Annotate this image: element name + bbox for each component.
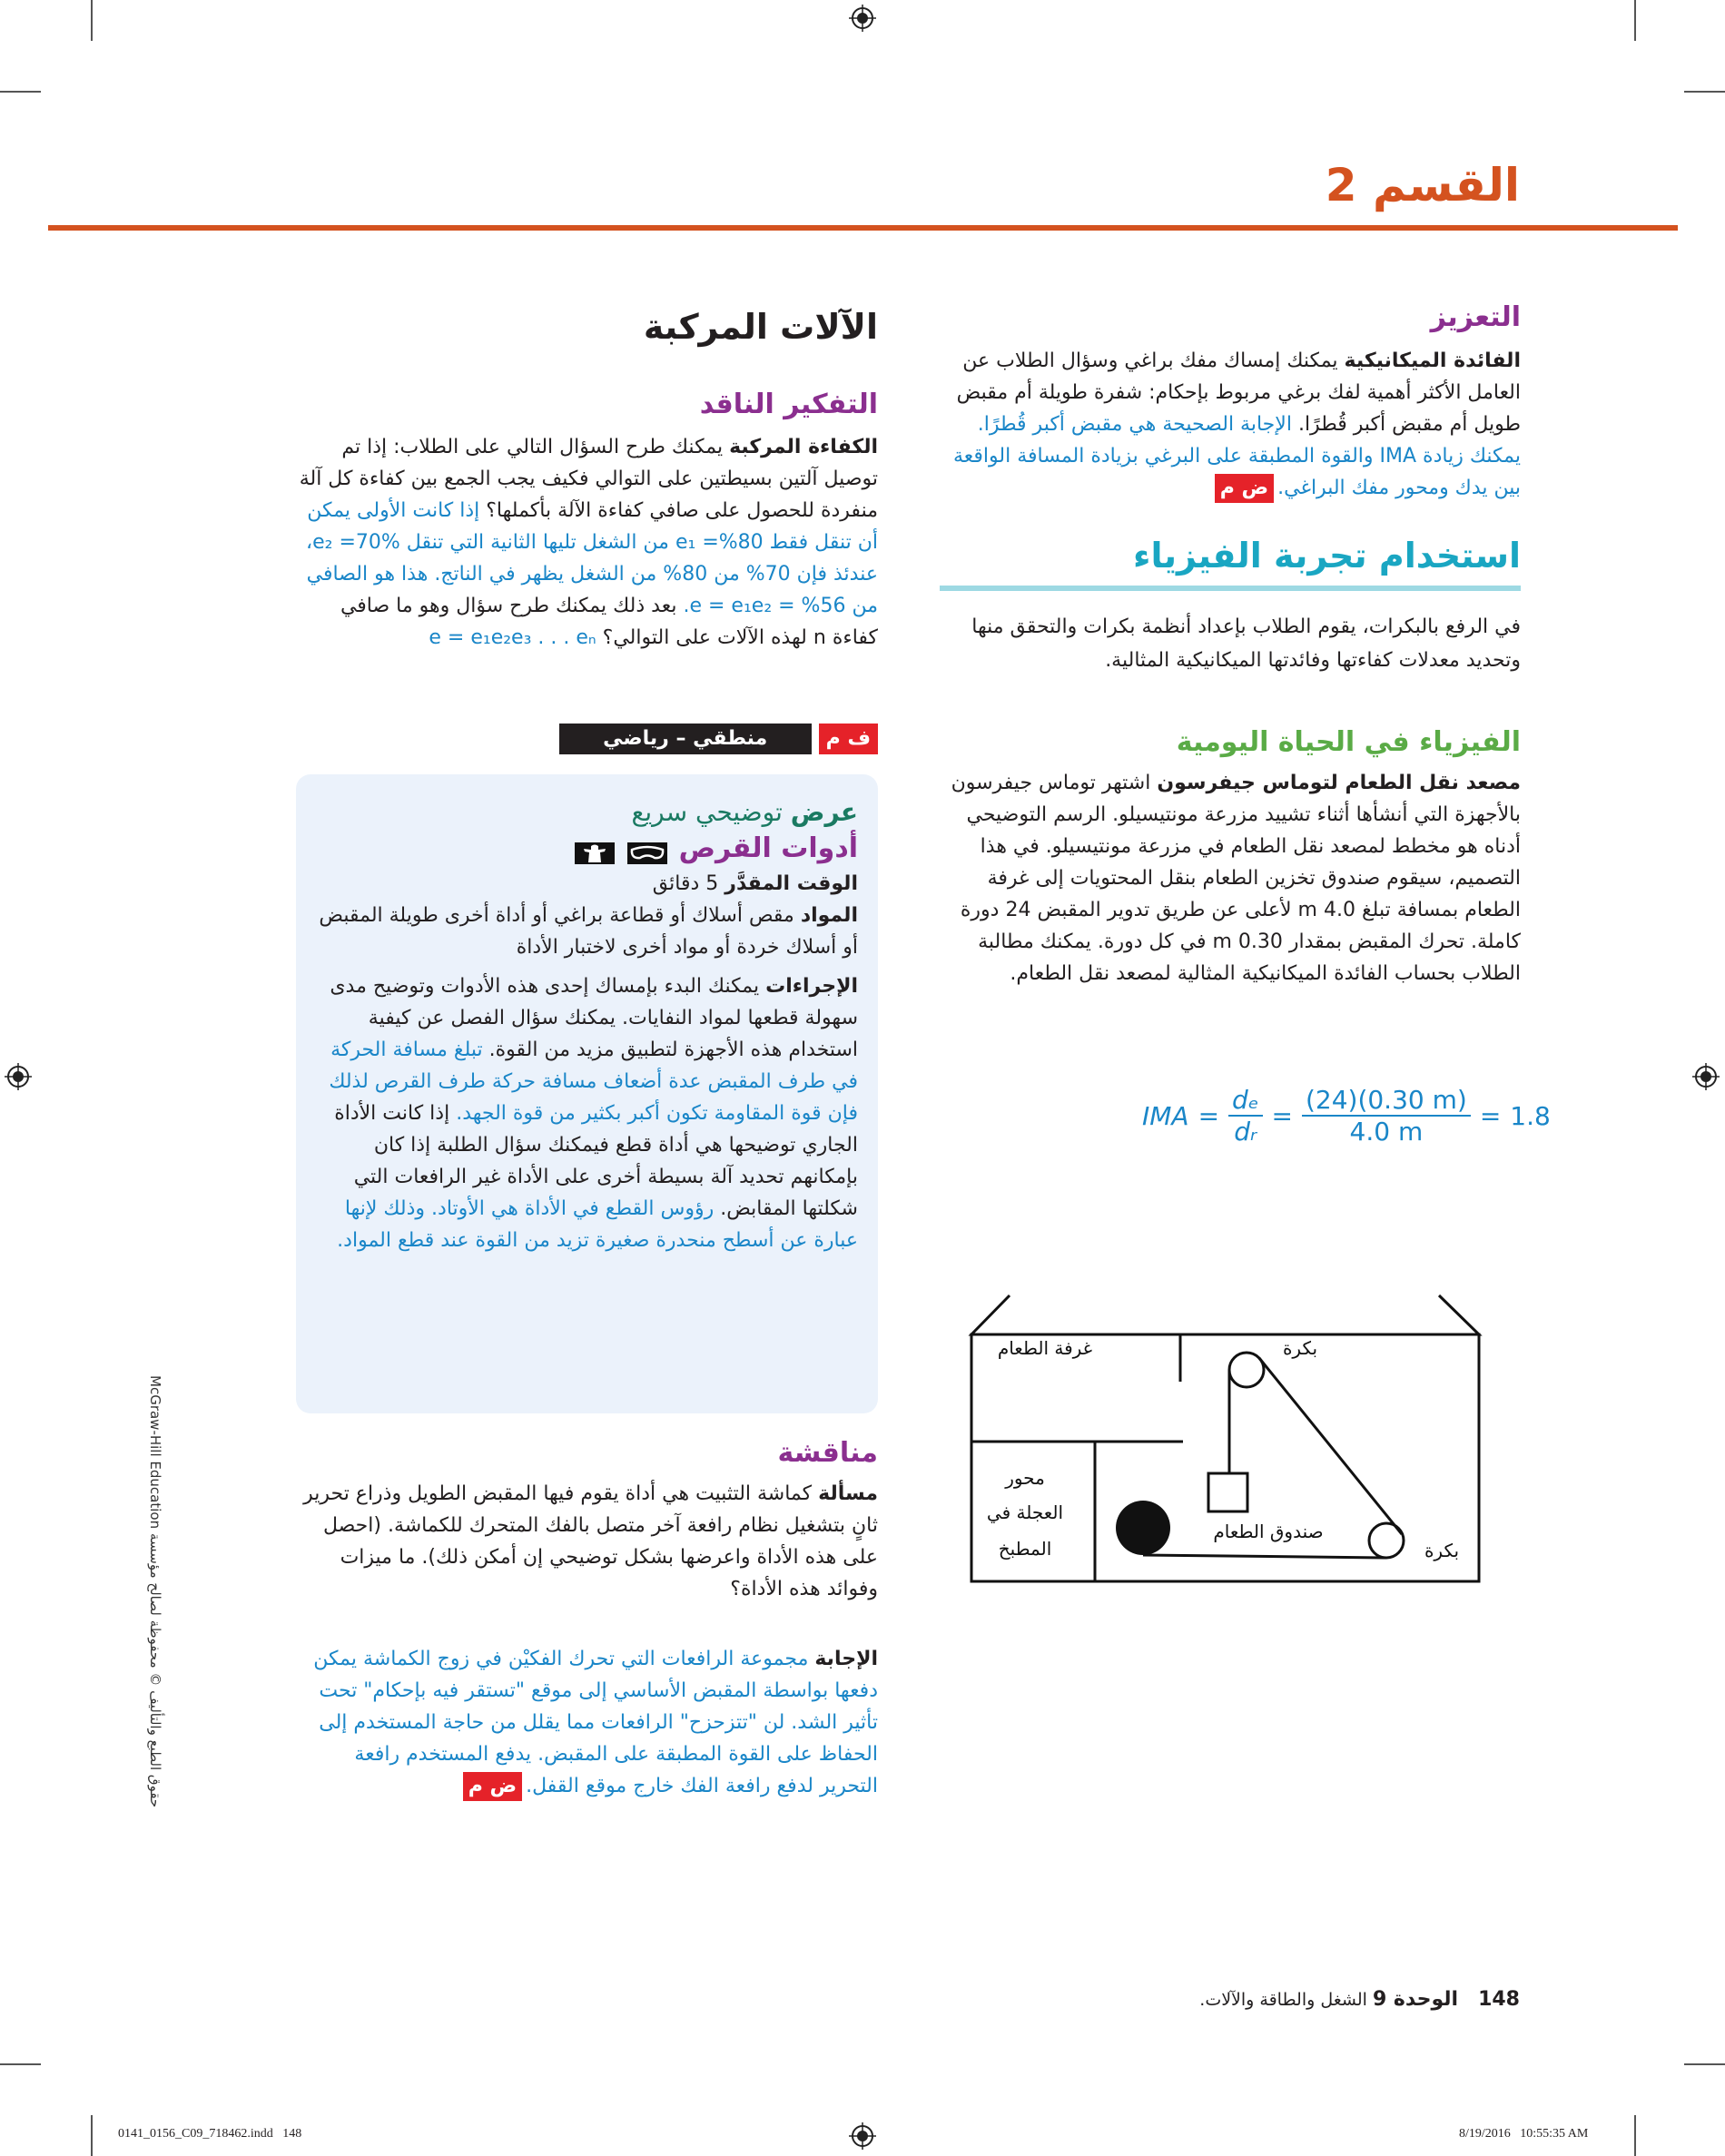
everyday-physics-lead: مصعد نقل الطعام لتوماس جيفرسون: [1157, 772, 1521, 794]
critical-thinking-answer: إذا كانت الأولى يمكن أن تنقل فقط 80%= e₁ من الشغل تليها الثانية التي تنقل e₂ =70%، عندئذ فإن 70% من 80% من الشغل يظهر في الناتج. هذا هو الصافي من 56% = e = e₁e₂.: [306, 499, 878, 617]
roof-line: [971, 1295, 1479, 1334]
quick-demo-content: [318, 797, 858, 1256]
critical-thinking-text2: بعد ذلك يمكنك طرح سؤال وهو ما صافي كفاءة n لهذه الآلات على التوالي؟: [340, 595, 878, 649]
fraction-denominator: 4.0 m: [1349, 1117, 1424, 1147]
crop-mark: [1684, 2063, 1725, 2065]
dumbwaiter-diagram: [944, 1271, 1507, 1598]
label-axle: المطبخ: [998, 1538, 1052, 1560]
label-axle: محور: [1005, 1467, 1045, 1489]
rope: [1143, 1555, 1386, 1558]
label-axle: العجلة في: [986, 1501, 1064, 1523]
rope: [1259, 1358, 1402, 1534]
goggles-icon: [627, 842, 667, 864]
copyright-notice: حقوق الطبع والتأليف © محفوظة لصالح مؤسسة McGraw-Hill Education: [147, 1375, 163, 1808]
equation-result: 1.8: [1510, 1100, 1551, 1131]
apron-icon: [575, 842, 615, 864]
demo-materials-text: مقص أسلاك أو قطاعة براغي أو أداة أخرى طويلة المقبض أو أسلاك خردة أو مواد أخرى لاختبار الأداة: [319, 904, 858, 959]
discussion-question-label: مسألة: [818, 1482, 878, 1505]
demo-materials-label: المواد: [800, 904, 858, 927]
crop-mark: [1634, 0, 1636, 41]
page-footer: [1199, 1988, 1520, 2011]
discussion-answer-text: مجموعة الرافعات التي تحرك الفكيْن في زوج الكماشة يمكن دفعها بواسطة المقبض الأساسي إلى موقع "تستقر فيه بإحكام" تحت تأثير الشد. لن "تتزحزح" الرافعات مما يقلل من حاجة المستخدم إلى الحفاظ على القوة المطبقة على المقبض. يدفع المستخدم رافعة التحرير لدفع رافعة الفك خارج موقع القفل.: [313, 1648, 878, 1797]
demo-time-value: 5 دقائق: [652, 872, 725, 895]
registration-mark-icon: [849, 2122, 876, 2150]
registration-mark-icon: [849, 5, 876, 32]
crop-mark: [91, 2115, 93, 2156]
compound-machines-title: الآلات المركبة: [643, 307, 878, 347]
critical-thinking-heading: التفكير الناقد: [699, 389, 878, 420]
reinforcement-paragraph: [940, 345, 1521, 504]
page-number: 148: [1478, 1988, 1520, 2011]
demo-procedure-answer: رؤوس القطع في الأداة هي الأوتاد. وذلك لإنها عبارة عن أسطح منحدرة صغيرة تزيد من القوة عند قطع المواد.: [337, 1197, 858, 1252]
discussion-heading: مناقشة: [777, 1437, 878, 1469]
discussion-answer-label: الإجابة: [814, 1648, 878, 1670]
header-rule: [48, 225, 1678, 231]
equation-equals: =: [1271, 1100, 1293, 1131]
equation-equals: =: [1198, 1100, 1220, 1131]
reinforcement-answer: الإجابة الصحيحة هي مقبض أكبر قُطرًا. يمكنك زيادة IMA والقوة المطبقة على البرغي بزيادة المسافة الواقعة بين يدك ومحور مفك البراغي.: [952, 413, 1521, 499]
fraction-denominator: dᵣ: [1234, 1117, 1257, 1147]
physics-lab-text: في الرفع بالبكرات، يقوم الطلاب بإعداد أنظمة بكرات والتحقق منها وتحديد معدلات كفاءتها وفائدتها الميكانيكية المثالية.: [971, 615, 1521, 672]
discussion-question-text: كماشة التثبيت هي أداة يقوم فيها المقبض الطويل وذراع تحرير ثانٍ بتشغيل نظام رافعة آخر متصل بالفك المتحرك للكماشة. (احصل على هذه الأداة واعرضها بشكل توضيحي إن أمكن ذلك). ما ميزات وفوائد هذه الأداة؟: [303, 1482, 878, 1600]
label-dining-room: غرفة الطعام: [997, 1337, 1093, 1359]
demo-time: [318, 868, 858, 900]
quick-demo-heading-rest: توضيحي سريع: [631, 797, 783, 827]
print-slug-file: 0141_0156_C09_718462.indd 148: [118, 2127, 302, 2141]
fraction-numerator: (24)(0.30 m): [1302, 1085, 1471, 1117]
everyday-physics-heading: الفيزياء في الحياة اليومية: [1176, 726, 1521, 758]
crop-mark: [91, 0, 93, 41]
crop-mark: [1634, 2115, 1636, 2156]
everyday-physics-text: اشتهر توماس جيفرسون بالأجهزة التي أنشأها أثناء تشييد مزرعة مونتيسيلو. الرسم التوضيحي أدناه هو مخطط لمصعد نقل الطعام في مزرعة مونتيسيلو. في هذا التصميم، سيقوم صندوق تخزين الطعام بنقل المحتويات إلى غرفة الطعام بمسافة تبلغ 4.0 m لأعلى عن طريق تدوير المقبض 24 دورة كاملة. تحرك المقبض بمقدار 0.30 m في كل دورة. يمكنك مطالبة الطلاب بحساب الفائدة الميكانيكية المثالية لمصعد نقل الطعام.: [951, 772, 1521, 985]
reinforcement-badge: ض م: [1215, 474, 1274, 503]
ima-equation: [1142, 1085, 1551, 1147]
demo-title: أدوات القرص: [678, 832, 858, 864]
discussion-badge: ض م: [463, 1772, 522, 1801]
equation-equals: =: [1479, 1100, 1502, 1131]
skill-tag: [559, 724, 878, 754]
equation-lhs: IMA: [1142, 1100, 1189, 1131]
registration-mark-icon: [1692, 1063, 1720, 1090]
demo-procedure-text: يمكنك البدء بإمساك إحدى هذه الأدوات وتوضيح مدى سهولة قطعها لمواد النفايات. يمكنك سؤال الفصل عن كيفية استخدام هذه الأجهزة لتطبيق مزيد من القوة.: [330, 975, 858, 1061]
wheel-axle: [1116, 1501, 1170, 1555]
physics-lab-heading: استخدام تجربة الفيزياء: [1133, 536, 1521, 576]
food-box: [1208, 1473, 1247, 1511]
reinforcement-lead: الفائدة الميكانيكية: [1344, 349, 1521, 372]
efficiency-formula: e = e₁e₂e₃ . . . eₙ: [429, 626, 596, 649]
crop-mark: [0, 2063, 41, 2065]
discussion-answer: [296, 1643, 878, 1802]
label-food-box: صندوق الطعام: [1213, 1521, 1324, 1542]
demo-procedure: [318, 970, 858, 1256]
top-pulley: [1229, 1353, 1264, 1387]
registration-mark-icon: [5, 1063, 32, 1090]
crop-mark: [0, 91, 41, 93]
quick-demo-heading: [318, 797, 858, 827]
discussion-question: [296, 1478, 878, 1605]
label-bottom-pulley: بكرة: [1424, 1540, 1460, 1561]
demo-time-label: الوقت المقدَّر: [724, 872, 858, 895]
crop-mark: [1684, 91, 1725, 93]
chapter-heading: القسم 2: [1325, 159, 1520, 212]
quick-demo-heading-bold: عرض: [790, 797, 858, 827]
footer-unit: الوحدة 9: [1372, 1988, 1459, 2011]
demo-procedure-answer: تبلغ مسافة الحركة في طرف المقبض عدة أضعاف مسافة حركة طرف القرص لذلك فإن قوة المقاومة تكون أكبر بكثير من قوة الجهد.: [329, 1039, 858, 1125]
critical-thinking-text: يمكنك طرح السؤال التالي على الطلاب: إذا تم توصيل آلتين بسيطتين على التوالي فكيف يجب الجمع بين كفاءة كل آلة منفردة للحصول على صافي كفاءة الآلة بأكملها؟: [299, 436, 878, 522]
print-slug-date: 8/19/2016 10:55:35 AM: [1459, 2127, 1589, 2141]
fraction-numerator: dₑ: [1228, 1085, 1262, 1117]
label-top-pulley: بكرة: [1282, 1337, 1318, 1359]
equation-fraction-values: [1302, 1085, 1471, 1147]
everyday-physics-paragraph: [940, 767, 1521, 989]
demo-procedure-text: إذا كانت الأداة الجاري توضيحها هي أداة قطع فيمكنك سؤال الطلبة إذا كان بإمكانهم تحديد آلة بسيطة أخرى على الأداة غير الرافعات التي شكلتها المقابض.: [334, 1102, 858, 1220]
reinforcement-heading: التعزيز: [1430, 301, 1521, 333]
critical-thinking-paragraph: [296, 431, 878, 654]
footer-unit-title: الشغل والطاقة والآلات.: [1199, 1990, 1373, 2010]
reinforcement-text: يمكنك إمساك مفك براغي وسؤال الطلاب عن العامل الأكثر أهمية لفك برغي مربوط بإحكام: شفرة طويلة أم مقبض طويل أم مقبض أكبر قُطرًا.: [956, 349, 1521, 436]
skill-tag-code: ف م: [819, 724, 878, 754]
demo-procedure-label: الإجراءات: [765, 975, 858, 998]
critical-thinking-lead: الكفاءة المركبة: [729, 436, 878, 458]
skill-tag-label: منطقي – رياضي: [559, 724, 812, 754]
demo-materials: [318, 900, 858, 963]
demo-title-row: [318, 832, 858, 864]
equation-fraction-distance: [1228, 1085, 1262, 1147]
physics-lab-rule: [940, 586, 1521, 591]
